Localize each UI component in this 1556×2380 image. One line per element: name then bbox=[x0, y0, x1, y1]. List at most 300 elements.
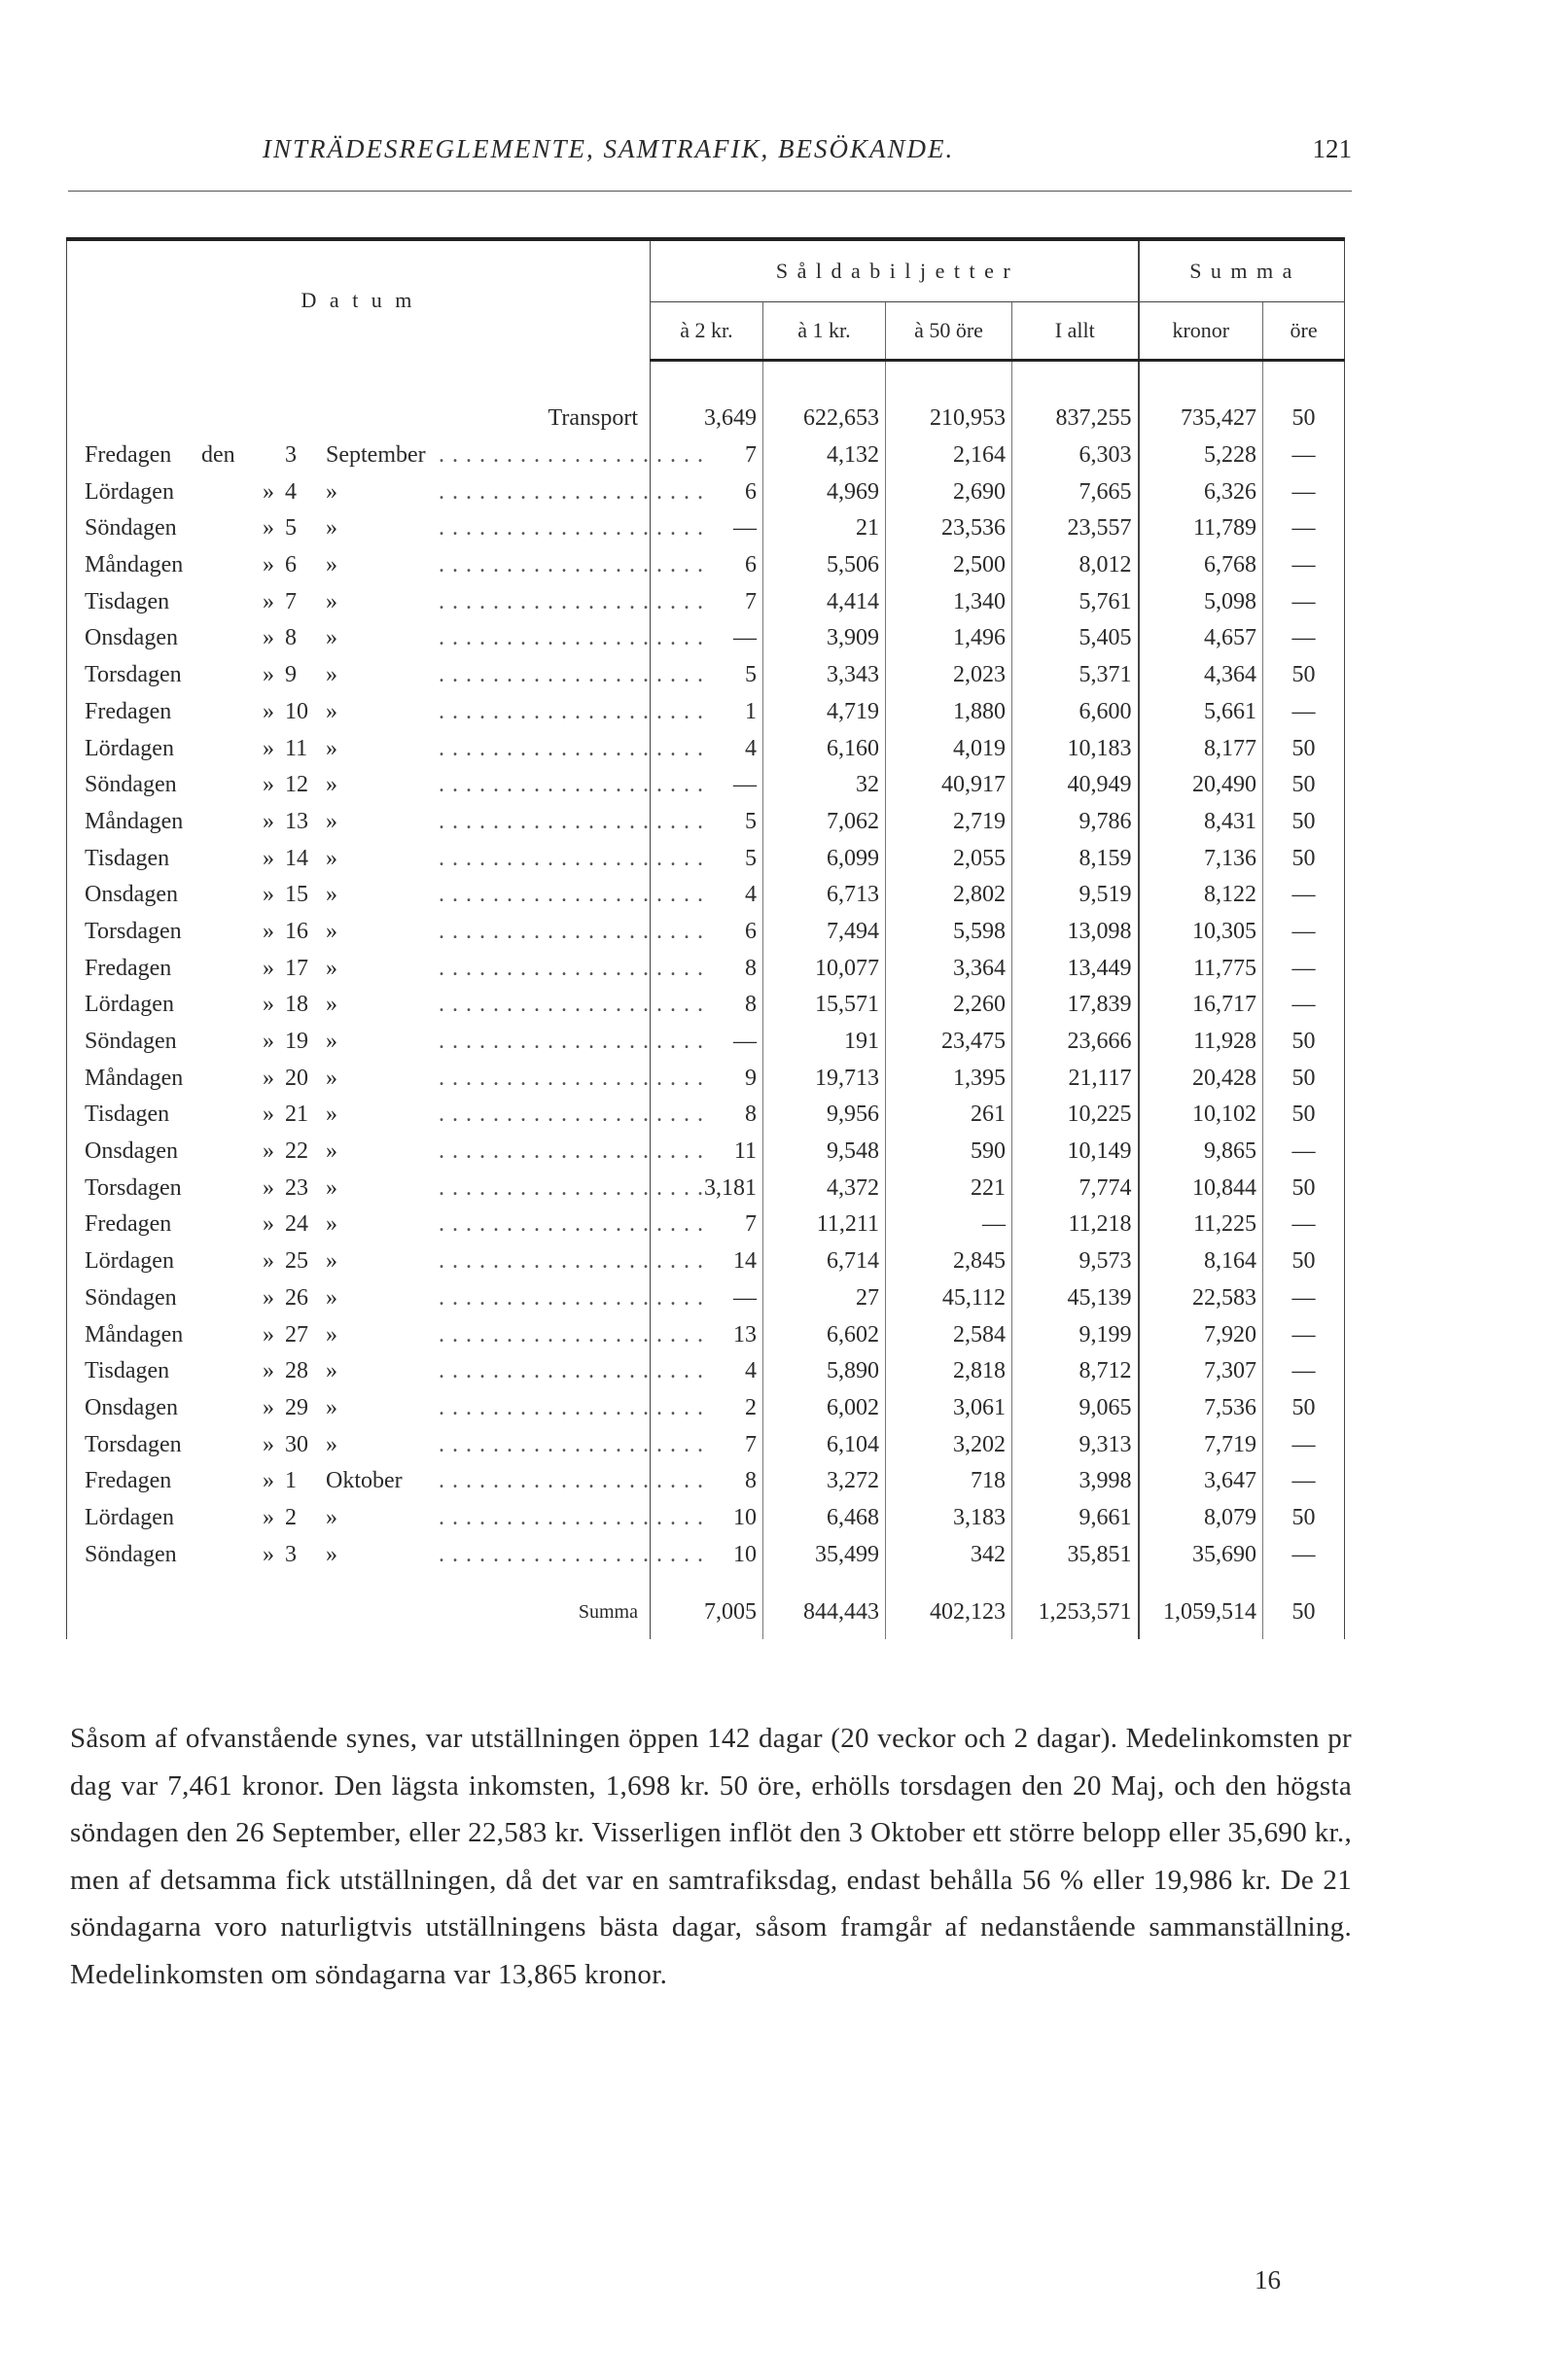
weekday-label: Onsdagen bbox=[85, 882, 178, 908]
ditto-mark: » bbox=[263, 698, 274, 724]
table-row bbox=[67, 1170, 1345, 1207]
value-kronor: 8,431 bbox=[1139, 804, 1263, 841]
day-number: 11 bbox=[285, 735, 308, 761]
value-kronor: 8,122 bbox=[1139, 877, 1263, 914]
value-50ore: 4,019 bbox=[886, 730, 1012, 767]
table-row bbox=[67, 1207, 1345, 1243]
value-1kr: 4,132 bbox=[763, 438, 886, 474]
day-number: 27 bbox=[285, 1321, 308, 1348]
weekday-label: Onsdagen bbox=[85, 1394, 178, 1420]
value-allt: 8,712 bbox=[1012, 1353, 1139, 1390]
value-50ore: 1,880 bbox=[886, 694, 1012, 731]
value-kronor: 8,164 bbox=[1139, 1243, 1263, 1280]
col-header-ore: öre bbox=[1263, 302, 1345, 361]
date-cell bbox=[67, 1390, 704, 1427]
value-kronor: 6,326 bbox=[1139, 473, 1263, 510]
body-paragraph: Såsom af ofvanstående synes, var utställningen öppen 142 dagar (20 veckor och 2 dagar). Medelinkomsten pr dag var 7,461 kronor. Den lägsta inkomsten, 1,698 kr. 50 öre, erhölls torsdagen den 20 Maj, och den högsta söndagen den 26 September, eller 22,583 kr. Visserligen inflöt den 3 Oktober ett större belopp eller 35,690 kr., men af detsamma fick utställningen, då det var en samtrafiksdag, endast behålla 56 % eller 19,986 kr. De 21 söndagarna voro naturligtvis utställningens bästa dagar, såsom framgår af nedanstående sammanställning. Medelinkomsten om söndagarna var 13,865 kronor. bbox=[70, 1723, 1352, 1990]
value-2kr: 7 bbox=[651, 1207, 763, 1243]
date-cell bbox=[67, 1426, 704, 1463]
value-kronor: 4,657 bbox=[1139, 620, 1263, 657]
month-label: » bbox=[326, 992, 337, 1018]
value-ore: — bbox=[1263, 473, 1345, 510]
weekday-label: Lördagen bbox=[85, 992, 174, 1018]
value-kronor: 7,719 bbox=[1139, 1426, 1263, 1463]
value-allt: 9,199 bbox=[1012, 1316, 1139, 1353]
date-cell bbox=[67, 438, 704, 474]
value-allt: 5,761 bbox=[1012, 583, 1139, 620]
sold-tickets-header: S å l d a b i l j e t t e r bbox=[651, 239, 1139, 302]
value-ore: — bbox=[1263, 914, 1345, 951]
table-row bbox=[67, 438, 1345, 474]
day-number: 21 bbox=[285, 1102, 308, 1128]
col-header-1kr: à 1 kr. bbox=[763, 302, 886, 361]
day-number: 23 bbox=[285, 1174, 308, 1201]
value-kronor: 7,307 bbox=[1139, 1353, 1263, 1390]
ditto-mark: » bbox=[263, 882, 274, 908]
weekday-label: Lördagen bbox=[85, 1248, 174, 1275]
ditto-mark: » bbox=[263, 1029, 274, 1055]
value-2kr: 7 bbox=[651, 1426, 763, 1463]
month-label: » bbox=[326, 478, 337, 505]
month-label: » bbox=[326, 698, 337, 724]
value-allt: 13,098 bbox=[1012, 914, 1139, 951]
table-row bbox=[67, 1353, 1345, 1390]
ditto-mark: » bbox=[263, 1358, 274, 1384]
weekday-label: Måndagen bbox=[85, 1065, 184, 1091]
weekday-label: Torsdagen bbox=[85, 1174, 182, 1201]
signature-mark: 16 bbox=[1255, 2265, 1281, 2294]
value-allt: 6,600 bbox=[1012, 694, 1139, 731]
leader-dots: . . . . . . . . . . . . . . . . . . . . bbox=[439, 1504, 704, 1530]
value-1kr: 35,499 bbox=[763, 1536, 886, 1573]
leader-dots: . . . . . . . . . . . . . . . . . . . . bbox=[439, 955, 704, 981]
month-label: » bbox=[326, 1394, 337, 1420]
leader-dots: . . . . . . . . . . . . . . . . . . . . bbox=[439, 882, 704, 908]
value-kronor: 5,098 bbox=[1139, 583, 1263, 620]
value-kronor: 20,428 bbox=[1139, 1060, 1263, 1097]
value-2kr: 8 bbox=[651, 1463, 763, 1500]
month-label: » bbox=[326, 808, 337, 834]
value-50ore: 3,364 bbox=[886, 950, 1012, 987]
summa-kronor: 1,059,514 bbox=[1139, 1573, 1263, 1639]
weekday-label: Torsdagen bbox=[85, 918, 182, 944]
summa-ore: 50 bbox=[1263, 1573, 1345, 1639]
value-ore: — bbox=[1263, 438, 1345, 474]
value-1kr: 9,956 bbox=[763, 1097, 886, 1134]
month-label: » bbox=[326, 772, 337, 798]
date-cell bbox=[67, 1024, 704, 1061]
value-ore: — bbox=[1263, 1536, 1345, 1573]
table-spacer-row bbox=[67, 361, 1345, 402]
value-2kr: 9 bbox=[651, 1060, 763, 1097]
month-label: » bbox=[326, 955, 337, 981]
leader-dots: . . . . . . . . . . . . . . . . . . . . bbox=[439, 1358, 704, 1384]
weekday-label: Tisdagen bbox=[85, 588, 170, 614]
value-allt: 35,851 bbox=[1012, 1536, 1139, 1573]
day-number: 17 bbox=[285, 955, 308, 981]
value-1kr: 32 bbox=[763, 767, 886, 804]
weekday-label: Lördagen bbox=[85, 478, 174, 505]
day-number: 28 bbox=[285, 1358, 308, 1384]
value-kronor: 11,789 bbox=[1139, 510, 1263, 547]
ditto-mark: » bbox=[263, 1394, 274, 1420]
month-label: » bbox=[326, 1174, 337, 1201]
leader-dots: . . . . . . . . . . . . . . . . . . . . bbox=[439, 918, 704, 944]
value-1kr: 3,343 bbox=[763, 657, 886, 694]
date-cell bbox=[67, 583, 704, 620]
value-kronor: 10,305 bbox=[1139, 914, 1263, 951]
ditto-mark: » bbox=[263, 552, 274, 578]
weekday-label: Fredagen bbox=[85, 1468, 172, 1494]
col-header-allt: I allt bbox=[1012, 302, 1139, 361]
date-cell bbox=[67, 730, 704, 767]
value-ore: — bbox=[1263, 1316, 1345, 1353]
value-50ore: 2,164 bbox=[886, 438, 1012, 474]
day-number: 7 bbox=[285, 588, 297, 614]
value-ore: — bbox=[1263, 583, 1345, 620]
value-50ore: 40,917 bbox=[886, 767, 1012, 804]
value-allt: 6,303 bbox=[1012, 438, 1139, 474]
leader-dots: . . . . . . . . . . . . . . . . . . . . bbox=[439, 552, 704, 578]
value-2kr: 8 bbox=[651, 950, 763, 987]
value-1kr: 6,713 bbox=[763, 877, 886, 914]
summa-allt: 1,253,571 bbox=[1012, 1573, 1139, 1639]
day-number: 2 bbox=[285, 1504, 297, 1530]
value-2kr: 10 bbox=[651, 1536, 763, 1573]
date-cell bbox=[67, 657, 704, 694]
transport-kronor: 735,427 bbox=[1139, 401, 1263, 438]
value-2kr: 5 bbox=[651, 657, 763, 694]
value-ore: — bbox=[1263, 1280, 1345, 1317]
table-row bbox=[67, 1500, 1345, 1537]
day-number: 3 bbox=[285, 442, 297, 469]
date-cell bbox=[67, 547, 704, 584]
value-kronor: 16,717 bbox=[1139, 987, 1263, 1024]
summa-label: Summa bbox=[67, 1573, 651, 1639]
value-50ore: 1,496 bbox=[886, 620, 1012, 657]
table-row bbox=[67, 1390, 1345, 1427]
weekday-label: Tisdagen bbox=[85, 845, 170, 871]
day-number: 4 bbox=[285, 478, 297, 505]
day-number: 22 bbox=[285, 1138, 308, 1165]
weekday-label: Lördagen bbox=[85, 1504, 174, 1530]
weekday-label: Onsdagen bbox=[85, 1138, 178, 1165]
weekday-label: Måndagen bbox=[85, 1321, 184, 1348]
leader-dots: . . . . . . . . . . . . . . . . . . . . bbox=[439, 992, 704, 1018]
table-row bbox=[67, 987, 1345, 1024]
ditto-mark: » bbox=[263, 1248, 274, 1275]
value-2kr: 1 bbox=[651, 694, 763, 731]
weekday-label: Söndagen bbox=[85, 1541, 177, 1567]
date-cell bbox=[67, 914, 704, 951]
leader-dots: . . . . . . . . . . . . . . . . . . . . bbox=[439, 772, 704, 798]
value-1kr: 9,548 bbox=[763, 1134, 886, 1171]
weekday-label: Tisdagen bbox=[85, 1358, 170, 1384]
value-50ore: 1,340 bbox=[886, 583, 1012, 620]
value-2kr: — bbox=[651, 620, 763, 657]
datum-header: D a t u m bbox=[67, 239, 651, 361]
value-2kr: 14 bbox=[651, 1243, 763, 1280]
date-cell bbox=[67, 694, 704, 731]
ditto-mark: » bbox=[263, 735, 274, 761]
value-2kr: 5 bbox=[651, 840, 763, 877]
leader-dots: . . . . . . . . . . . . . . . . . . . . bbox=[439, 662, 704, 688]
value-50ore: 261 bbox=[886, 1097, 1012, 1134]
day-number: 3 bbox=[285, 1541, 297, 1567]
day-number: 12 bbox=[285, 772, 308, 798]
value-allt: 17,839 bbox=[1012, 987, 1139, 1024]
value-kronor: 3,647 bbox=[1139, 1463, 1263, 1500]
weekday-label: Torsdagen bbox=[85, 662, 182, 688]
transport-label: Transport bbox=[67, 401, 651, 438]
month-label: » bbox=[326, 552, 337, 578]
value-allt: 3,998 bbox=[1012, 1463, 1139, 1500]
value-allt: 5,405 bbox=[1012, 620, 1139, 657]
ticket-sales-table-wrap bbox=[66, 237, 1344, 1639]
day-number: 24 bbox=[285, 1211, 308, 1238]
value-ore: — bbox=[1263, 1134, 1345, 1171]
col-header-2kr: à 2 kr. bbox=[651, 302, 763, 361]
date-cell bbox=[67, 877, 704, 914]
value-allt: 9,519 bbox=[1012, 877, 1139, 914]
month-label: » bbox=[326, 735, 337, 761]
value-ore: 50 bbox=[1263, 1500, 1345, 1537]
date-cell bbox=[67, 1500, 704, 1537]
value-50ore: 2,584 bbox=[886, 1316, 1012, 1353]
value-ore: — bbox=[1263, 620, 1345, 657]
value-allt: 11,218 bbox=[1012, 1207, 1139, 1243]
table-row bbox=[67, 657, 1345, 694]
value-2kr: — bbox=[651, 1280, 763, 1317]
leader-dots: . . . . . . . . . . . . . . . . . . . . bbox=[439, 1541, 704, 1567]
month-label: » bbox=[326, 1102, 337, 1128]
ditto-mark: » bbox=[263, 808, 274, 834]
date-cell bbox=[67, 1207, 704, 1243]
ditto-mark: » bbox=[263, 1321, 274, 1348]
value-1kr: 5,890 bbox=[763, 1353, 886, 1390]
table-row bbox=[67, 804, 1345, 841]
value-2kr: 10 bbox=[651, 1500, 763, 1537]
value-allt: 9,573 bbox=[1012, 1243, 1139, 1280]
date-cell bbox=[67, 620, 704, 657]
date-cell bbox=[67, 1280, 704, 1317]
value-allt: 5,371 bbox=[1012, 657, 1139, 694]
weekday-label: Söndagen bbox=[85, 1284, 177, 1311]
value-ore: 50 bbox=[1263, 730, 1345, 767]
value-ore: — bbox=[1263, 987, 1345, 1024]
weekday-label: Fredagen bbox=[85, 1211, 172, 1238]
value-1kr: 6,468 bbox=[763, 1500, 886, 1537]
month-label: Oktober bbox=[326, 1468, 403, 1494]
weekday-label: Söndagen bbox=[85, 515, 177, 542]
day-number: 30 bbox=[285, 1431, 308, 1457]
value-ore: — bbox=[1263, 1426, 1345, 1463]
value-2kr: — bbox=[651, 510, 763, 547]
value-1kr: 11,211 bbox=[763, 1207, 886, 1243]
summa-row bbox=[67, 1573, 1345, 1639]
value-ore: 50 bbox=[1263, 1024, 1345, 1061]
weekday-label: Lördagen bbox=[85, 735, 174, 761]
value-ore: — bbox=[1263, 694, 1345, 731]
value-allt: 9,786 bbox=[1012, 804, 1139, 841]
value-allt: 10,183 bbox=[1012, 730, 1139, 767]
value-50ore: 2,023 bbox=[886, 657, 1012, 694]
page-number: 121 bbox=[1312, 134, 1352, 163]
value-1kr: 3,272 bbox=[763, 1463, 886, 1500]
date-cell bbox=[67, 1353, 704, 1390]
value-allt: 9,313 bbox=[1012, 1426, 1139, 1463]
col-header-50ore: à 50 öre bbox=[886, 302, 1012, 361]
value-ore: 50 bbox=[1263, 1243, 1345, 1280]
value-kronor: 20,490 bbox=[1139, 767, 1263, 804]
ditto-mark: » bbox=[263, 772, 274, 798]
leader-dots: . . . . . . . . . . . . . . . . . . . . bbox=[439, 1284, 704, 1311]
value-1kr: 21 bbox=[763, 510, 886, 547]
table-row bbox=[67, 1280, 1345, 1317]
value-kronor: 8,177 bbox=[1139, 730, 1263, 767]
value-kronor: 10,102 bbox=[1139, 1097, 1263, 1134]
leader-dots: . . . . . . . . . . . . . . . . . . . . bbox=[439, 845, 704, 871]
table-row bbox=[67, 840, 1345, 877]
value-50ore: 3,202 bbox=[886, 1426, 1012, 1463]
date-cell bbox=[67, 987, 704, 1024]
value-allt: 8,012 bbox=[1012, 547, 1139, 584]
value-kronor: 7,920 bbox=[1139, 1316, 1263, 1353]
value-50ore: 342 bbox=[886, 1536, 1012, 1573]
value-kronor: 8,079 bbox=[1139, 1500, 1263, 1537]
value-2kr: 4 bbox=[651, 877, 763, 914]
value-2kr: — bbox=[651, 767, 763, 804]
month-label: » bbox=[326, 515, 337, 542]
leader-dots: . . . . . . . . . . . . . . . . . . . . bbox=[439, 478, 704, 505]
leader-dots: . . . . . . . . . . . . . . . . . . . . bbox=[439, 1468, 704, 1494]
ditto-mark: » bbox=[263, 662, 274, 688]
value-50ore: 45,112 bbox=[886, 1280, 1012, 1317]
ditto-mark: » bbox=[263, 918, 274, 944]
col-header-kronor: kronor bbox=[1139, 302, 1263, 361]
day-number: 16 bbox=[285, 918, 308, 944]
leader-dots: . . . . . . . . . . . . . . . . . . . . bbox=[439, 1431, 704, 1457]
leader-dots: . . . . . . . . . . . . . . . . . . . . bbox=[439, 442, 704, 469]
ditto-mark: » bbox=[263, 1065, 274, 1091]
leader-dots: . . . . . . . . . . . . . . . . . . . . bbox=[439, 1211, 704, 1238]
summa-2kr: 7,005 bbox=[651, 1573, 763, 1639]
table-row bbox=[67, 473, 1345, 510]
table-row bbox=[67, 1536, 1345, 1573]
value-1kr: 4,372 bbox=[763, 1170, 886, 1207]
value-ore: 50 bbox=[1263, 767, 1345, 804]
leader-dots: . . . . . . . . . . . . . . . . . . . . bbox=[439, 698, 704, 724]
month-label: » bbox=[326, 1504, 337, 1530]
leader-dots: . . . . . . . . . . . . . . . . . . . . bbox=[439, 735, 704, 761]
running-header bbox=[68, 134, 1352, 179]
value-50ore: 23,536 bbox=[886, 510, 1012, 547]
day-number: 29 bbox=[285, 1394, 308, 1420]
leader-dots: . . . . . . . . . . . . . . . . . . . . bbox=[439, 625, 704, 651]
table-row bbox=[67, 1463, 1345, 1500]
month-label: » bbox=[326, 882, 337, 908]
header-rule bbox=[68, 191, 1352, 192]
leader-dots: . . . . . . . . . . . . . . . . . . . . bbox=[439, 1029, 704, 1055]
value-allt: 9,661 bbox=[1012, 1500, 1139, 1537]
weekday-label: Måndagen bbox=[85, 552, 184, 578]
value-allt: 21,117 bbox=[1012, 1060, 1139, 1097]
value-1kr: 6,160 bbox=[763, 730, 886, 767]
day-number: 19 bbox=[285, 1029, 308, 1055]
value-2kr: 2 bbox=[651, 1390, 763, 1427]
table-row bbox=[67, 694, 1345, 731]
value-1kr: 4,414 bbox=[763, 583, 886, 620]
ditto-mark: » bbox=[263, 992, 274, 1018]
value-2kr: 6 bbox=[651, 914, 763, 951]
value-kronor: 11,225 bbox=[1139, 1207, 1263, 1243]
value-1kr: 6,104 bbox=[763, 1426, 886, 1463]
table-row bbox=[67, 1426, 1345, 1463]
value-50ore: 221 bbox=[886, 1170, 1012, 1207]
ditto-mark: » bbox=[263, 515, 274, 542]
value-kronor: 35,690 bbox=[1139, 1536, 1263, 1573]
value-50ore: 1,395 bbox=[886, 1060, 1012, 1097]
value-allt: 8,159 bbox=[1012, 840, 1139, 877]
value-50ore: 590 bbox=[886, 1134, 1012, 1171]
running-title: INTRÄDESREGLEMENTE, SAMTRAFIK, BESÖKANDE. bbox=[263, 134, 955, 163]
value-ore: 50 bbox=[1263, 804, 1345, 841]
value-allt: 10,225 bbox=[1012, 1097, 1139, 1134]
value-50ore: 2,500 bbox=[886, 547, 1012, 584]
weekday-label: Söndagen bbox=[85, 1029, 177, 1055]
value-2kr: 13 bbox=[651, 1316, 763, 1353]
date-cell bbox=[67, 804, 704, 841]
summa-50ore: 402,123 bbox=[886, 1573, 1012, 1639]
transport-row bbox=[67, 401, 1345, 438]
value-50ore: 2,690 bbox=[886, 473, 1012, 510]
ticket-sales-table bbox=[66, 237, 1345, 1639]
date-cell bbox=[67, 1463, 704, 1500]
ditto-mark: » bbox=[263, 1541, 274, 1567]
value-ore: 50 bbox=[1263, 657, 1345, 694]
value-2kr: 6 bbox=[651, 473, 763, 510]
ditto-mark: » bbox=[263, 1102, 274, 1128]
leader-dots: . . . . . . . . . . . . . . . . . . . . bbox=[439, 808, 704, 834]
day-number: 6 bbox=[285, 552, 297, 578]
ditto-mark: » bbox=[263, 1211, 274, 1238]
date-cell bbox=[67, 950, 704, 987]
month-label: » bbox=[326, 1248, 337, 1275]
value-1kr: 27 bbox=[763, 1280, 886, 1317]
day-number: 8 bbox=[285, 625, 297, 651]
value-allt: 45,139 bbox=[1012, 1280, 1139, 1317]
value-allt: 7,665 bbox=[1012, 473, 1139, 510]
value-2kr: 7 bbox=[651, 438, 763, 474]
leader-dots: . . . . . . . . . . . . . . . . . . . . bbox=[439, 1321, 704, 1348]
value-50ore: 718 bbox=[886, 1463, 1012, 1500]
value-2kr: 4 bbox=[651, 730, 763, 767]
value-ore: — bbox=[1263, 950, 1345, 987]
value-50ore: 5,598 bbox=[886, 914, 1012, 951]
value-2kr: 5 bbox=[651, 804, 763, 841]
value-2kr: 6 bbox=[651, 547, 763, 584]
day-number: 25 bbox=[285, 1248, 308, 1275]
day-number: 20 bbox=[285, 1065, 308, 1091]
value-50ore: 2,802 bbox=[886, 877, 1012, 914]
transport-50ore: 210,953 bbox=[886, 401, 1012, 438]
value-allt: 23,557 bbox=[1012, 510, 1139, 547]
transport-2kr: 3,649 bbox=[651, 401, 763, 438]
weekday-label: Torsdagen bbox=[85, 1431, 182, 1457]
value-2kr: 4 bbox=[651, 1353, 763, 1390]
leader-dots: . . . . . . . . . . . . . . . . . . . . bbox=[439, 1248, 704, 1275]
date-cell bbox=[67, 1316, 704, 1353]
